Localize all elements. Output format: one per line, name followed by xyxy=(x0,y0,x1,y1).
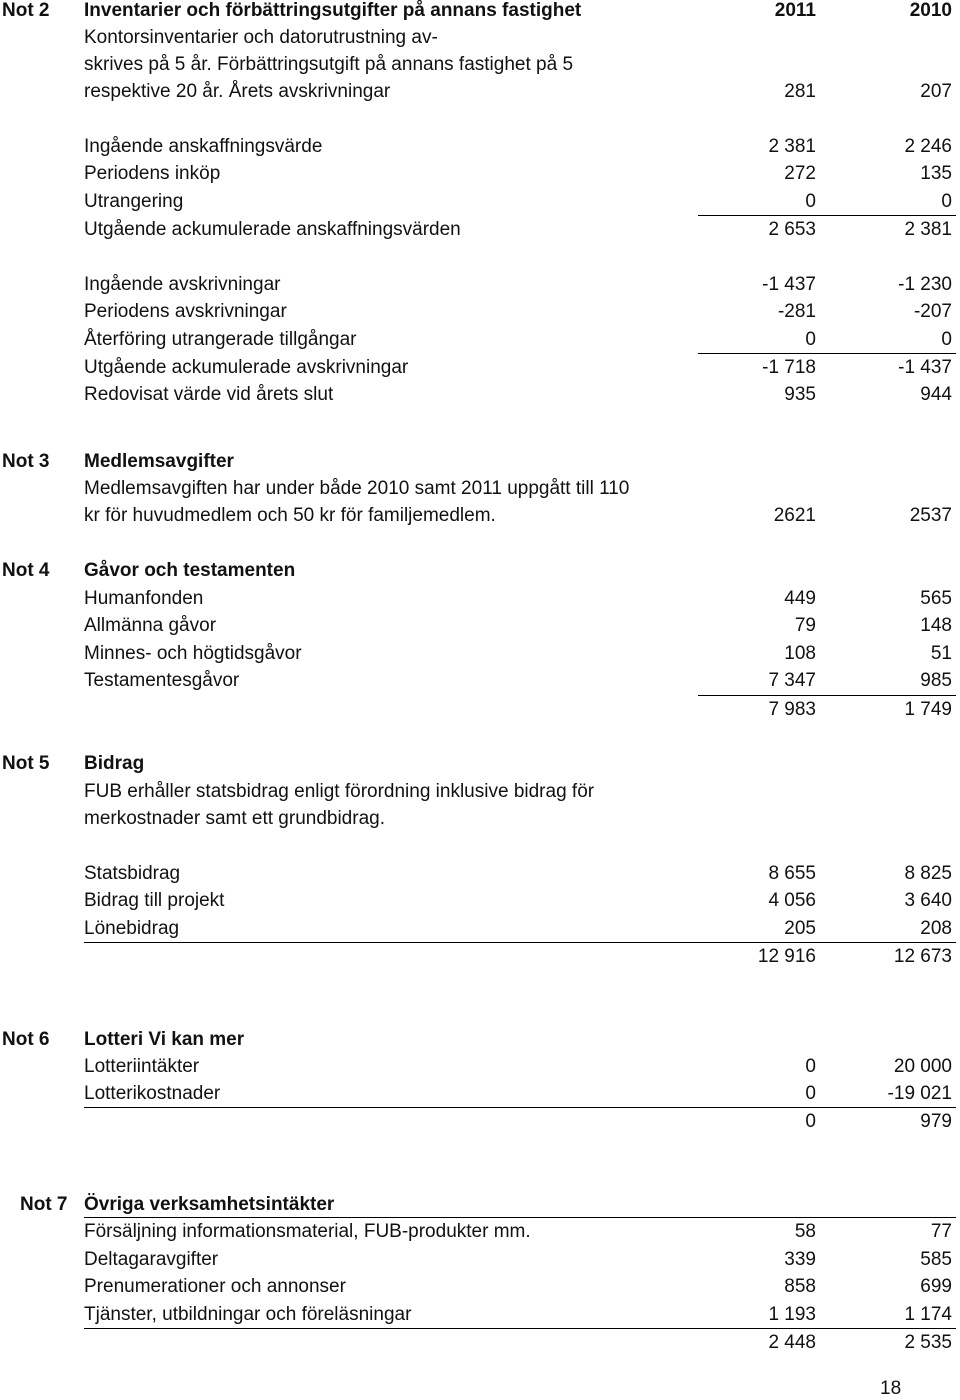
note-3-title: Medlemsavgifter xyxy=(84,451,234,472)
table-row: Återföring utrangerade tillgångar 0 0 xyxy=(84,329,952,350)
table-row: Lönebidrag 205 208 xyxy=(84,918,952,939)
table-row: Periodens inköp 272 135 xyxy=(84,163,952,184)
page-number: 18 xyxy=(880,1378,902,1399)
table-row: Redovisat värde vid årets slut 935 944 xyxy=(84,384,952,405)
note-2-arets-avskrivningar-row: respektive 20 år. Årets avskrivningar 281 207 xyxy=(84,81,952,102)
table-row: Tjänster, utbildningar och föreläsningar 1 193 1 174 xyxy=(84,1304,952,1325)
total-row: 7 983 1 749 xyxy=(768,699,952,720)
note-4-title: Gåvor och testamenten xyxy=(84,560,296,581)
note-4-label: Not 4 xyxy=(2,560,50,581)
table-row: Ingående anskaffningsvärde 2 381 2 246 xyxy=(84,136,952,157)
total-row: 0 979 xyxy=(805,1111,952,1132)
note-2-desc-line: Kontorsinventarier och datorutrustning av- xyxy=(84,27,438,48)
note-3-value-row: kr för huvudmedlem och 50 kr för familjemedlem. 2621 2537 xyxy=(84,505,952,526)
note-6-title: Lotteri Vi kan mer xyxy=(84,1029,245,1050)
total-row: 12 916 12 673 xyxy=(757,946,952,967)
table-row: Allmänna gåvor 79 148 xyxy=(84,615,952,636)
table-row: Ingående avskrivningar -1 437 -1 230 xyxy=(84,274,952,295)
note-2-label: Not 2 xyxy=(2,0,50,21)
note-3-heading xyxy=(84,448,954,475)
note-5-desc-line: FUB erhåller statsbidrag enligt förordning inklusive bidrag för xyxy=(84,781,595,802)
note-7-label: Not 7 xyxy=(20,1194,68,1215)
note-3-desc-line: Medlemsavgiften har under både 2010 samt 2011 uppgått till 110 xyxy=(84,478,630,499)
table-row: Försäljning informationsmaterial, FUB-produkter mm. 58 77 xyxy=(84,1221,952,1242)
year-2010-header: 2010 xyxy=(909,0,952,21)
table-row: Lotterikostnader 0 -19 021 xyxy=(84,1083,952,1104)
table-row: Bidrag till projekt 4 056 3 640 xyxy=(84,890,952,911)
note-4-heading xyxy=(84,557,954,584)
table-row: Utgående ackumulerade avskrivningar -1 718 -1 437 xyxy=(84,357,952,378)
table-row: Utrangering 0 0 xyxy=(84,191,952,212)
table-row: Prenumerationer och annonser 858 699 xyxy=(84,1276,952,1297)
note-6-heading xyxy=(84,1026,954,1053)
note-7-title: Övriga verksamhetsintäkter xyxy=(84,1194,335,1215)
table-row: Humanfonden 449 565 xyxy=(84,588,952,609)
table-row: Testamentesgåvor 7 347 985 xyxy=(84,670,952,691)
year-2011-header: 2011 xyxy=(774,0,816,21)
note-6-label: Not 6 xyxy=(2,1029,50,1050)
note-3-label: Not 3 xyxy=(2,451,50,472)
note-5-label: Not 5 xyxy=(2,753,50,774)
note-5-heading xyxy=(84,750,954,777)
table-row: Statsbidrag 8 655 8 825 xyxy=(84,863,952,884)
note-2-desc-line: skrives på 5 år. Förbättringsutgift på annans fastighet på 5 xyxy=(84,54,574,75)
note-2-heading xyxy=(84,0,954,24)
table-row: Periodens avskrivningar -281 -207 xyxy=(84,301,952,322)
table-row: Lotteriintäkter 0 20 000 xyxy=(84,1056,952,1077)
note-2-title: Inventarier och förbättringsutgifter på annans fastighet xyxy=(84,0,582,21)
note-5-title: Bidrag xyxy=(84,753,145,774)
table-row: Utgående ackumulerade anskaffningsvärden 2 653 2 381 xyxy=(84,219,952,240)
total-row: 2 448 2 535 xyxy=(768,1332,952,1353)
note-7-heading xyxy=(84,1191,954,1218)
table-row: Deltagaravgifter 339 585 xyxy=(84,1249,952,1270)
note-5-desc-line: merkostnader samt ett grundbidrag. xyxy=(84,808,385,829)
table-row: Minnes- och högtidsgåvor 108 51 xyxy=(84,643,952,664)
